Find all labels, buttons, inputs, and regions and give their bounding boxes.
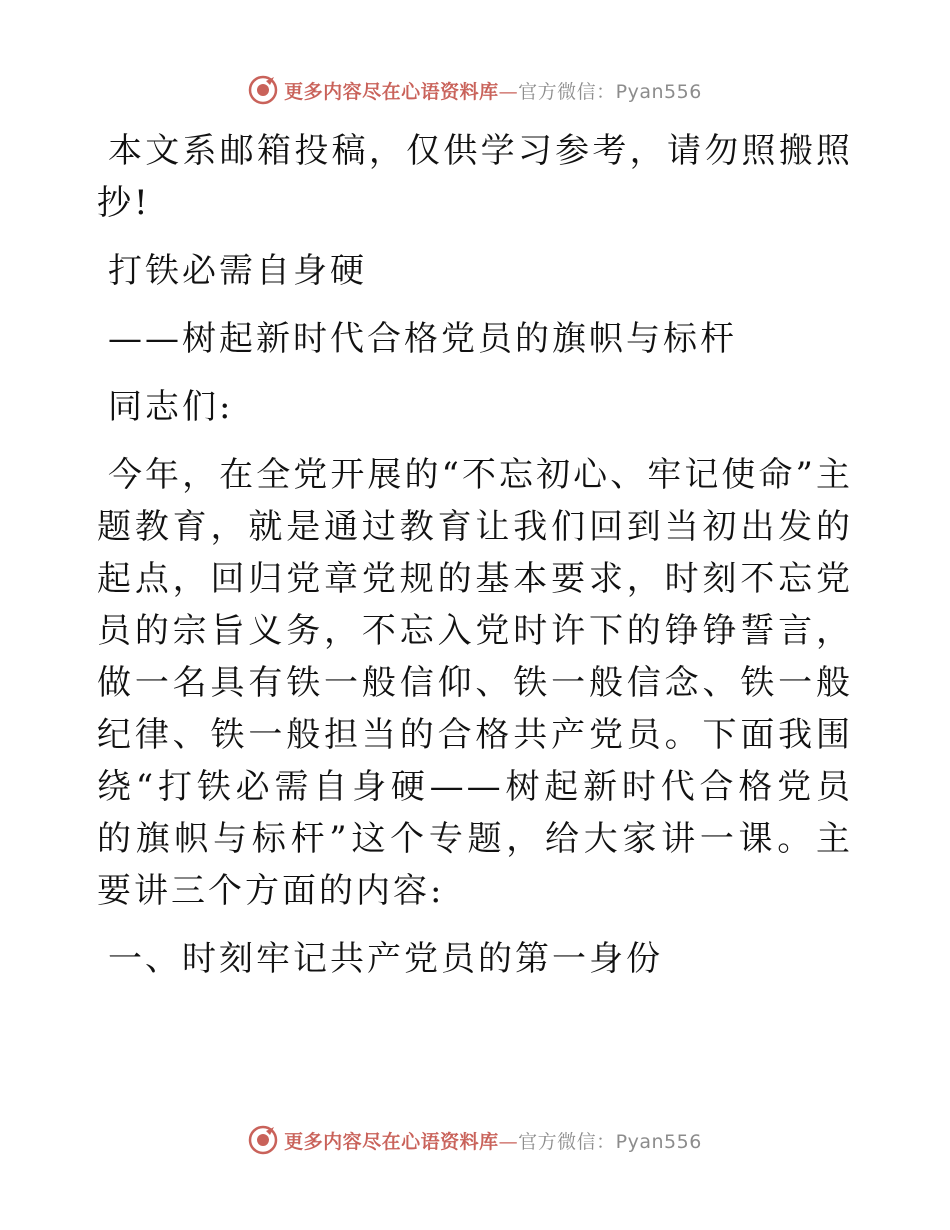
notice-text: 本文系邮箱投稿，仅供学习参考，请勿照搬照抄!	[97, 131, 853, 223]
document-subtitle: ——树起新时代合格党员的旗帜与标杆	[108, 319, 737, 359]
body-paragraph: 今年，在全党开展的“不忘初心、牢记使命”主题教育，就是通过教育让我们回到当初出发的起点，回归党章党规的基本要求，时刻不忘党员的宗旨义务，不忘入党时许下的铮铮誓言，做一名具有铁一般信仰、铁一般信念、铁一般纪律、铁一般担当的合格共产党员。下面我围绕“打铁必需自身硬——树起新时代合格党员的旗帜与标杆”这个专题，给大家讲一课。主要讲三个方面的内容:	[97, 455, 853, 911]
watermark-text: 更多内容尽在心语资料库—官方微信：Pyan556	[284, 80, 702, 103]
logo-icon	[248, 1125, 278, 1155]
salutation: 同志们:	[108, 387, 234, 427]
header-watermark	[0, 70, 950, 110]
section-heading-1: 一、时刻牢记共产党员的第一身份	[108, 939, 663, 979]
logo-icon	[248, 75, 278, 105]
watermark-text: 更多内容尽在心语资料库—官方微信：Pyan556	[284, 1130, 702, 1153]
footer-watermark	[0, 1120, 950, 1160]
document-body	[97, 120, 853, 985]
document-title: 打铁必需自身硬	[108, 251, 367, 291]
